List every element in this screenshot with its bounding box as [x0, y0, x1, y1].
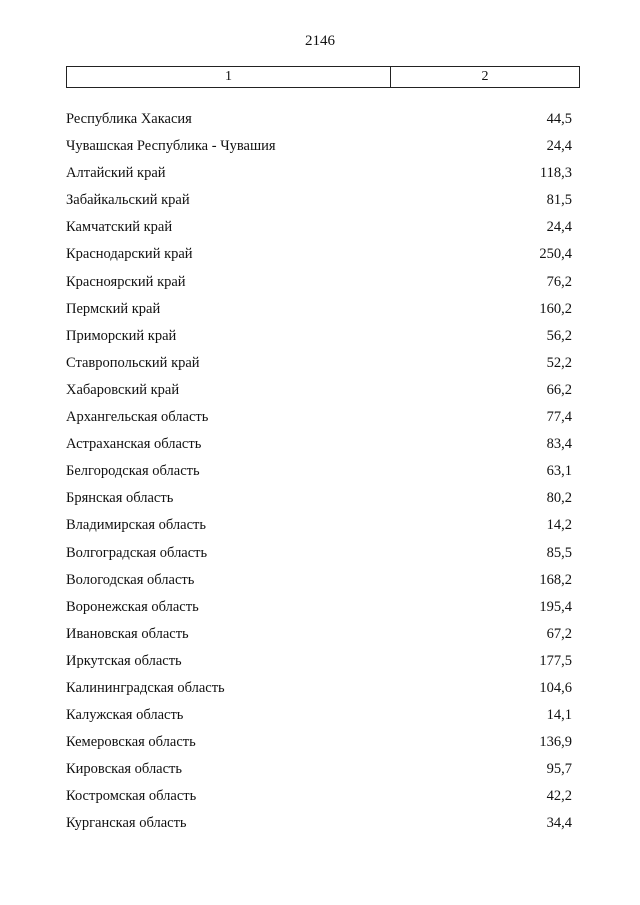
table-row	[0, 355, 640, 382]
region-name: Ивановская область	[66, 625, 189, 642]
region-name: Пермский край	[66, 300, 161, 317]
region-value: 136,9	[539, 734, 572, 751]
region-name: Брянская область	[66, 490, 174, 507]
region-name: Красноярский край	[66, 273, 186, 290]
table-row	[0, 815, 640, 842]
table-row	[0, 788, 640, 815]
region-value: 66,2	[546, 381, 572, 398]
region-value: 104,6	[539, 679, 572, 696]
region-name: Республика Хакасия	[66, 111, 192, 127]
region-name: Приморский край	[66, 327, 177, 344]
region-value: 24,4	[546, 219, 572, 236]
region-name: Кемеровская область	[66, 734, 196, 751]
region-name: Курганская область	[66, 815, 187, 832]
table-row	[0, 463, 640, 490]
table-row	[0, 111, 640, 138]
region-name: Воронежская область	[66, 598, 199, 615]
table-row	[0, 734, 640, 761]
region-name: Калининградская область	[66, 679, 225, 696]
region-value: 81,5	[546, 192, 572, 209]
region-name: Ставропольский край	[66, 354, 200, 371]
region-name: Алтайский край	[66, 165, 166, 182]
table-row	[0, 490, 640, 517]
table-row	[0, 409, 640, 436]
table-row	[0, 680, 640, 707]
region-name: Архангельская область	[66, 409, 209, 426]
table-row	[0, 436, 640, 463]
region-value: 44,5	[546, 111, 572, 127]
region-name: Костромская область	[66, 788, 197, 805]
table-row	[0, 626, 640, 653]
region-value: 83,4	[546, 436, 572, 453]
region-name: Чувашская Республика - Чувашия	[66, 138, 276, 155]
region-name: Владимирская область	[66, 517, 206, 534]
table-row	[0, 707, 640, 734]
table-row	[0, 517, 640, 544]
region-name: Камчатский край	[66, 219, 173, 236]
region-value: 42,2	[546, 788, 572, 805]
column-header	[66, 66, 580, 88]
table-row	[0, 165, 640, 192]
column-header-2: 2	[481, 69, 489, 84]
region-name: Астраханская область	[66, 436, 202, 453]
table-row	[0, 219, 640, 246]
region-value: 177,5	[539, 652, 572, 669]
region-name: Забайкальский край	[66, 192, 190, 209]
table-row	[0, 653, 640, 680]
region-value: 14,2	[546, 517, 572, 534]
table-row	[0, 761, 640, 788]
region-value: 85,5	[546, 544, 572, 561]
column-header-1: 1	[67, 67, 391, 87]
region-value: 168,2	[539, 571, 572, 588]
region-value: 160,2	[539, 300, 572, 317]
table-row	[0, 246, 640, 273]
table-row	[0, 599, 640, 626]
region-name: Волгоградская область	[66, 544, 208, 561]
region-value: 14,1	[546, 707, 572, 724]
region-value: 118,3	[539, 165, 572, 182]
region-value: 80,2	[546, 490, 572, 507]
region-name: Белгородская область	[66, 463, 200, 480]
region-name: Кировская область	[66, 761, 183, 778]
region-value: 67,2	[546, 625, 572, 642]
table-row	[0, 138, 640, 165]
table-row	[0, 301, 640, 328]
region-value: 77,4	[546, 409, 572, 426]
region-value: 195,4	[539, 598, 572, 615]
table-row	[0, 328, 640, 355]
region-value: 63,1	[546, 463, 572, 480]
region-name: Калужская область	[66, 707, 184, 724]
region-value: 34,4	[546, 815, 572, 832]
region-value: 76,2	[546, 273, 572, 290]
region-name: Вологодская область	[66, 571, 195, 588]
region-table	[0, 111, 640, 843]
table-row	[0, 382, 640, 409]
region-name: Хабаровский край	[66, 381, 180, 398]
table-row	[0, 572, 640, 599]
region-value: 250,4	[539, 246, 572, 263]
table-row	[0, 545, 640, 572]
region-name: Краснодарский край	[66, 246, 193, 263]
region-value: 24,4	[546, 138, 572, 155]
region-value: 56,2	[546, 327, 572, 344]
page-number: 2146	[305, 33, 335, 49]
table-row	[0, 192, 640, 219]
table-row	[0, 274, 640, 301]
region-name: Иркутская область	[66, 652, 182, 669]
region-value: 95,7	[546, 761, 572, 778]
region-value: 52,2	[546, 354, 572, 371]
